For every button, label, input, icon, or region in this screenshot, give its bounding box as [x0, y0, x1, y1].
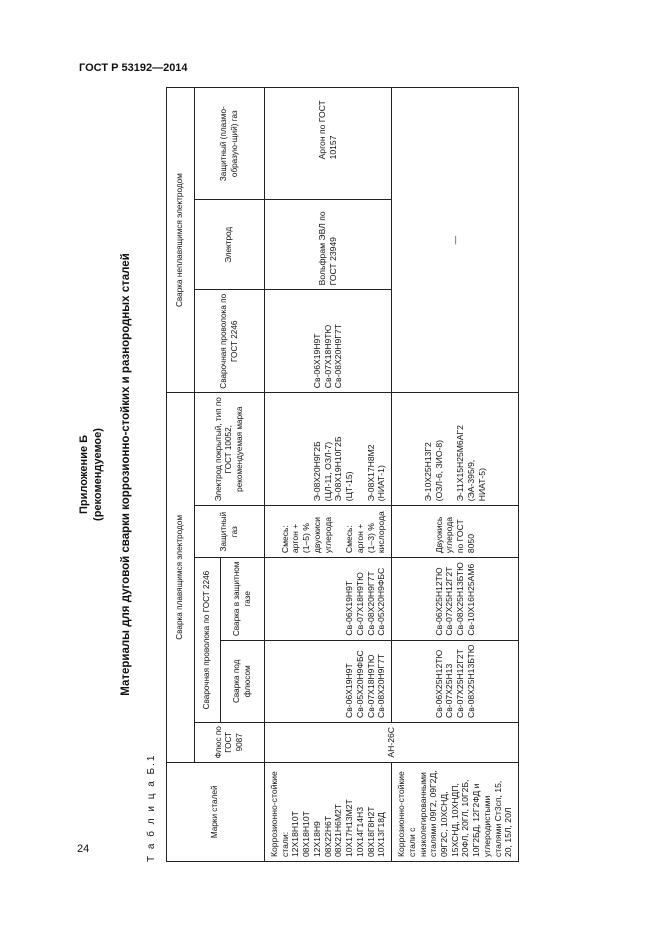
cell-filler-wire-1: Св-06Х19Н9Т Св-07Х18Н9ТЮ Св-08Х20Н9Г7Т — [265, 290, 392, 393]
cell-flux: АН-26С — [265, 723, 519, 763]
cell-shield-gas-2: Двуокись углерода по ГОСТ 8050 — [392, 506, 519, 558]
materials-table — [166, 87, 519, 862]
appendix-note: (рекомендуемое) — [92, 428, 104, 521]
cell-coated-electrode-2: Э-10Х25Н13Г2 (ОЗЛ-6, ЗИО-8) Э-11Х15Н25М6АГ2 (ЭА-395/9, НИАТ-5) — [392, 393, 519, 506]
cell-steel-grades-1: Коррозионно-стойкие стали: 12Х18Н10Т 08Х18Н10Т 12Х18Н9 08Х22Н6Т 08Х21Н6М2Т 10Х17Н13М2Т 10Х14Г14Н3 08Х18Г8Н2Т 10Х13Г18Д — [265, 762, 392, 861]
header-shield-gas: Защитный газ — [195, 506, 265, 558]
header-flux: Флюс по ГОСТ 9087 — [195, 723, 265, 763]
cell-wire-in-gas-2: Св-06Х25Н12ТЮ Св-07Х25Н12Г2Т Св-08Х25Н13БТЮ Св-10Х16Н25АМ6 — [392, 558, 519, 640]
appendix-heading: Материалы для дуговой сварки коррозионно-стойких и разнородных сталей — [120, 253, 132, 696]
cell-nonconsumable-dash: — — [392, 88, 519, 393]
appendix-title: Приложение Б — [78, 434, 90, 515]
document-header: ГОСТ Р 53192—2014 — [79, 62, 188, 74]
rotated-appendix-block — [78, 87, 514, 862]
cell-wire-under-flux-2: Св-06Х25Н12ТЮ Св-07Х25Н13 Св-07Х25Н12Г2Т Св-08Х25Н13БТЮ — [392, 640, 519, 722]
header-wire-in-gas: Сварка в защитном газе — [221, 558, 265, 640]
header-consumable-electrode: Сварка плавящимся электродом — [167, 393, 195, 762]
cell-shield-gas-1: Смесь: аргон + (1–5) % двуокиси углерода Смесь: аргон + (1–3) % кислорода — [265, 506, 392, 558]
header-filler-wire: Сварочная проволока по ГОСТ 2246 — [195, 290, 265, 393]
cell-shield-gas-plasma-1: Аргон по ГОСТ 10157 — [265, 88, 392, 200]
cell-steel-grades-2: Коррозионно-стойкие стали с низколегированными сталями 09Г2, 09Г2Д, 09Г2С, 10ХСНД, 15ХСНД, 10ХНДП, 20ФЛ, 20ГЛ, 10Г2Б, 10Г2БД, 12Г2ФД и углеродистыми сталями Ст3сп, 15, 20, 15Л, 20Л — [392, 762, 519, 861]
table-caption: Т а б л и ц а Б.1 — [146, 753, 157, 862]
cell-electrode-1: Вольфрам ЭВЛ по ГОСТ 23949 — [265, 200, 392, 290]
cell-coated-electrode-1: Э-08Х20Н9Г2Б (ЦЛ-11, ОЗЛ-7) Э-08Х19Н10Г2Б (ЦТ-15) Э-08Х17Н8М2 (НИАТ-1) — [265, 393, 392, 506]
cell-wire-in-gas-1: Св-06Х19Н9Т Св-07Х18Н9ТЮ Св-08Х20Н9Г7Т Св-05Х20Н9ФБС — [265, 558, 392, 640]
header-coated-electrode: Электрод покрытый, тип по ГОСТ 10052, рекомендуемая марка — [195, 393, 265, 506]
header-welding-wire: Сварочная проволока по ГОСТ 2246 — [195, 558, 221, 723]
header-shield-gas-plasma: Защитный (плазмо-образую-щий) газ — [195, 88, 265, 200]
page-number: 24 — [77, 843, 90, 855]
header-nonconsumable-electrode: Сварка неплавящимся электродом — [167, 88, 195, 393]
header-electrode: Электрод — [195, 200, 265, 290]
header-steel-grades: Марки сталей — [167, 762, 265, 861]
cell-wire-under-flux-1: Св-06Х19Н9Т Св-05Х20Н9ФБС Св-07Х18Н9ТЮ Св-08Х20Н9Г7Т — [265, 640, 392, 722]
header-wire-under-flux: Сварка под флюсом — [221, 640, 265, 722]
